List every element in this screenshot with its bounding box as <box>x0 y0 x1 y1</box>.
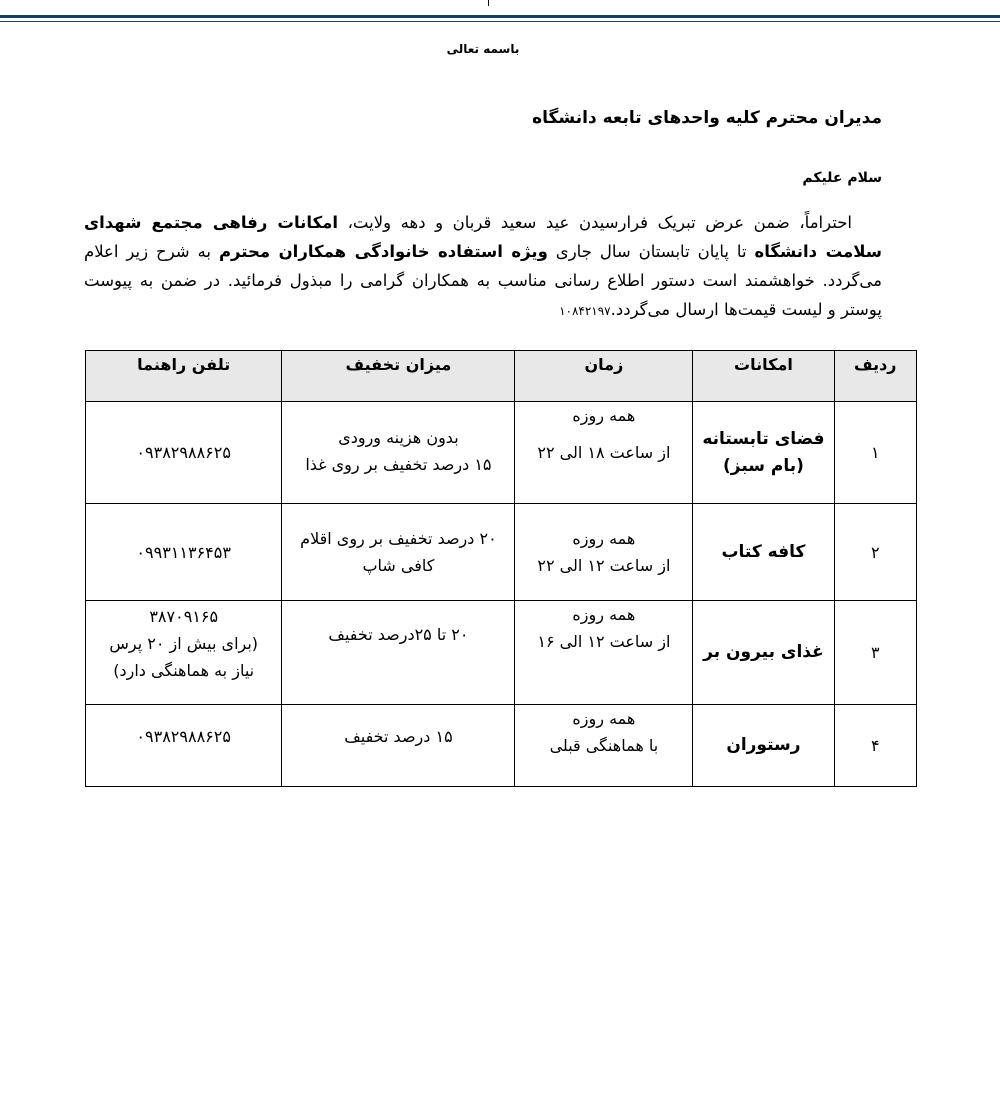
discount-cell: ۱۵ درصد تخفیف <box>282 705 515 787</box>
phone-line: ۳۸۷۰۹۱۶۵ <box>149 607 219 626</box>
facility-line: فضای تابستانه <box>702 428 825 449</box>
facility-cell: رستوران <box>693 705 834 787</box>
phone-cell <box>86 601 282 705</box>
page-top-mark <box>488 0 489 6</box>
discount-cell <box>282 504 515 601</box>
time-line: همه روزه <box>572 709 636 728</box>
phone-line: نیاز به هماهنگی دارد) <box>113 661 255 680</box>
facility-line: (بام سبز) <box>722 455 804 476</box>
body-bold-1: امکانات رفاهی مجتمع شهدای سلامت دانشگاه <box>84 213 883 261</box>
body-part-2: تا پایان تابستان سال جاری <box>547 242 755 261</box>
table-row <box>86 705 917 787</box>
time-line: همه روزه <box>572 406 636 425</box>
body-bold-2: ویژه استفاده خانوادگی همکاران محترم <box>218 242 548 261</box>
discount-line: ۱۵ درصد تخفیف بر روی غذا <box>305 455 492 474</box>
body-part-1: احتراماً، ضمن عرض تبریک فرارسیدن عید سعید قربان و دهه ولایت، <box>338 213 852 232</box>
time-cell <box>515 402 693 504</box>
letter-heading: مدیران محترم کلیه واحدهای تابعه دانشگاه <box>532 108 882 128</box>
header-discount: میزان تخفیف <box>282 351 515 402</box>
time-cell <box>515 504 693 601</box>
row-number: ۴ <box>834 705 916 787</box>
discount-cell <box>282 402 515 504</box>
header-row-number: ردیف <box>834 351 916 402</box>
reference-number: ۱۰۸۴۲۱۹۷ <box>559 304 611 318</box>
discount-line: ۲۰ درصد تخفیف بر روی اقلام <box>300 529 497 548</box>
facility-cell: کافه کتاب <box>693 504 834 601</box>
phone-cell: ۰۹۹۳۱۱۳۶۴۵۳ <box>86 504 282 601</box>
facility-cell <box>693 402 834 504</box>
letter-body <box>84 208 882 326</box>
table-row <box>86 504 917 601</box>
header-phone: تلفن راهنما <box>86 351 282 402</box>
phone-cell: ۰۹۳۸۲۹۸۸۶۲۵ <box>86 705 282 787</box>
time-cell <box>515 601 693 705</box>
header-rule-thick <box>0 15 1000 18</box>
table-row <box>86 402 917 504</box>
time-line: از ساعت ۱۲ الی ۲۲ <box>537 556 671 575</box>
row-number: ۳ <box>834 601 916 705</box>
table-row <box>86 601 917 705</box>
time-line: از ساعت ۱۸ الی ۲۲ <box>537 443 671 462</box>
time-line: از ساعت ۱۲ الی ۱۶ <box>537 632 671 651</box>
header-facility: امکانات <box>693 351 834 402</box>
invocation: باسمه تعالی <box>446 42 520 56</box>
time-cell <box>515 705 693 787</box>
facilities-table <box>85 350 917 787</box>
header-rule-thin <box>0 21 1000 22</box>
row-number: ۲ <box>834 504 916 601</box>
table-header-row <box>86 351 917 402</box>
phone-line: (برای بیش از ۲۰ پرس <box>109 634 259 653</box>
time-line: با هماهنگی قبلی <box>549 736 659 755</box>
discount-line: بدون هزینه ورودی <box>338 428 459 447</box>
discount-cell: ۲۰ تا ۲۵درصد تخفیف <box>282 601 515 705</box>
body-part-3: به شرح زیر اعلام می‌گردد. خواهشمند است دستور اطلاع رسانی مناسب به همکاران گرامی را مبذول فرمائید. در ضمن به پیوست پوستر و لیست قیمت‌ها ارسال می‌گردد. <box>84 242 882 319</box>
time-line: همه روزه <box>572 529 636 548</box>
row-number: ۱ <box>834 402 916 504</box>
discount-line: کافی شاپ <box>362 556 435 575</box>
header-time: زمان <box>515 351 693 402</box>
phone-cell: ۰۹۳۸۲۹۸۸۶۲۵ <box>86 402 282 504</box>
facility-cell: غذای بیرون بر <box>693 601 834 705</box>
time-line: همه روزه <box>572 605 636 624</box>
greeting: سلام علیکم <box>802 170 882 186</box>
